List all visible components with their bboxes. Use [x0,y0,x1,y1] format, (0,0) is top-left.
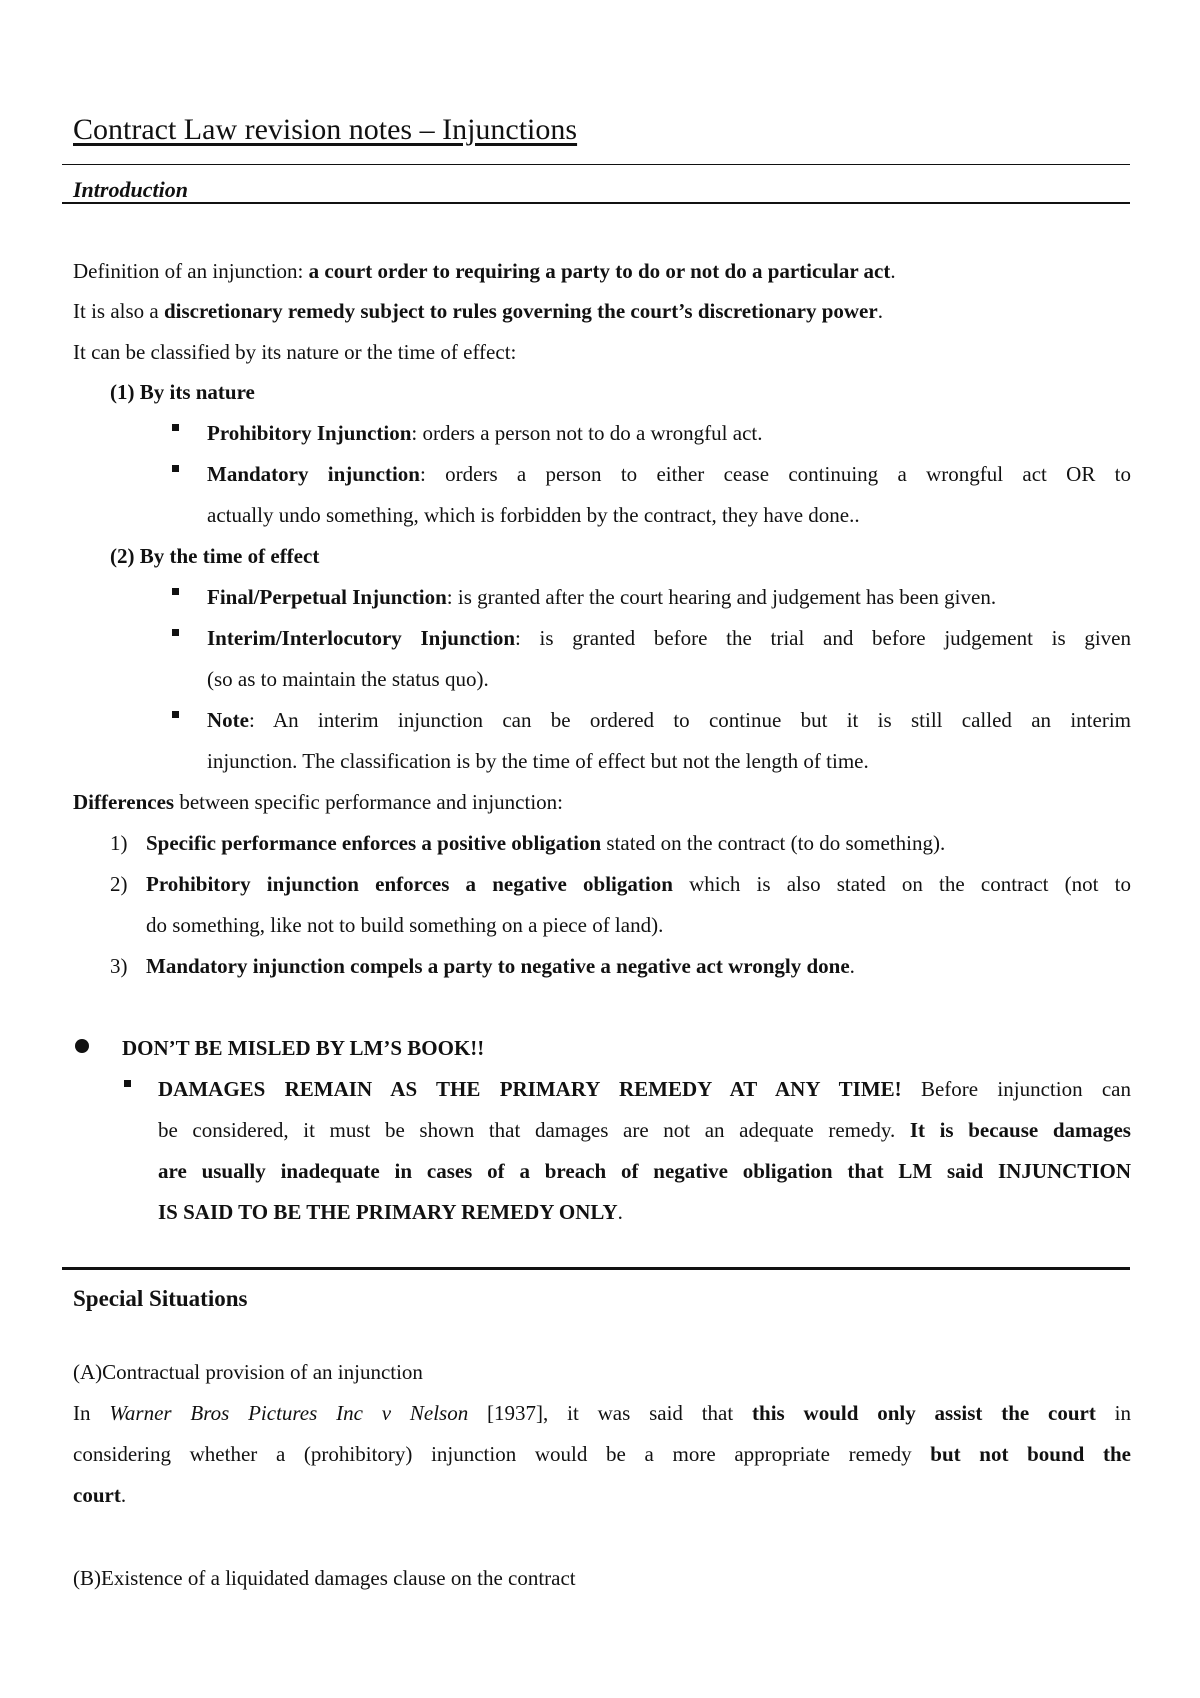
list-number: 3) [110,954,128,978]
time-item-3-text: : An interim injunction can be ordered to continue but it is still called an interim [248,708,1131,732]
nature-item-2-term: Mandatory injunction [207,462,420,486]
classified-line: It can be classified by its nature or the time of effect: [73,340,517,364]
time-item-3-continued: injunction. The classification is by the time of effect but not the length of time. [207,749,869,773]
differences-bold: Differences [73,790,175,814]
nature-item-2-continued: actually undo something, which is forbidden by the contract, they have done.. [207,503,860,527]
case-line-3-bold: court [73,1483,121,1507]
nature-item-2-text: : orders a person to either cease continuing a wrongful act OR to [420,462,1131,486]
special-item-a-text: Contractual provision of an injunction [102,1360,423,1384]
time-item-1 [207,582,996,612]
warning-line-1-bold: DAMAGES REMAIN AS THE PRIMARY REMEDY AT ANY TIME! [158,1077,902,1101]
warning-line-4 [158,1197,623,1227]
time-item-3-term: Note [207,708,249,732]
round-bullet-icon [75,1039,89,1053]
case-line-3 [73,1480,126,1510]
case-line-2-bold: but not bound the [930,1442,1131,1466]
nature-heading: (1) By its nature [110,380,255,404]
special-item-a [73,1357,423,1387]
definition-line [73,256,896,286]
definition-suffix: . [890,259,896,283]
section-divider [62,1267,1130,1270]
case-line-3-text: . [120,1483,127,1507]
case-in: In [73,1401,110,1425]
nature-item-1-term: Prohibitory Injunction [207,421,412,445]
difference-item-2-continued: do something, like not to build something on a piece of land). [146,913,664,937]
definition-bold: a court order to requiring a party to do or not do a particular act [308,259,891,283]
warning-line-1 [158,1074,1131,1104]
difference-item-2 [146,869,1131,899]
discretionary-prefix: It is also a [73,299,164,323]
difference-item-1 [146,828,945,858]
warning-line-4-text: . [617,1200,623,1224]
time-item-2-text: : is granted before the trial and before judgement is given [515,626,1131,650]
special-item-a-label: (A) [73,1360,103,1384]
square-bullet-icon [124,1080,131,1087]
differences-line [73,787,563,817]
difference-item-2-bold: Prohibitory injunction enforces a negative obligation [146,872,673,896]
time-item-1-text: : is granted after the court hearing and judgement has been given. [446,585,997,609]
special-item-b-label: (B) [73,1566,101,1590]
difference-item-3 [146,951,855,981]
case-line-2 [73,1439,1131,1469]
difference-item-1-bold: Specific performance enforces a positive obligation [146,831,602,855]
warning-line-1-text: Before injunction can [901,1077,1132,1101]
warning-line-2 [158,1115,1131,1145]
warning-line-2-bold: It is because damages [909,1118,1131,1142]
introduction-heading: Introduction [73,177,188,202]
warning-line-3-bold: are usually inadequate in cases of a breach of negative obligation that LM said INJUNCTION [158,1159,1131,1183]
nature-item-2 [207,459,1131,489]
case-bold-1: this would only assist the court [752,1401,1096,1425]
discretionary-bold: discretionary remedy subject to rules governing the court’s discretionary power [163,299,878,323]
square-bullet-icon [172,711,179,718]
square-bullet-icon [172,424,179,431]
time-heading: (2) By the time of effect [110,544,320,568]
time-item-2 [207,623,1131,653]
time-item-3 [207,705,1131,735]
case-year: [1937], it was said that [468,1401,753,1425]
case-line-1 [73,1398,1131,1428]
title-divider [62,164,1130,165]
special-situations-heading: Special Situations [73,1286,248,1311]
difference-item-1-text: stated on the contract (to do something). [601,831,946,855]
list-number: 2) [110,872,128,896]
case-end-1: in [1095,1401,1132,1425]
time-item-2-term: Interim/Interlocutory Injunction [207,626,515,650]
time-item-2-continued: (so as to maintain the status quo). [207,667,489,691]
case-name: Warner Bros Pictures Inc v Nelson [109,1401,469,1425]
difference-item-2-text: which is also stated on the contract (not to [672,872,1131,896]
square-bullet-icon [172,588,179,595]
square-bullet-icon [172,465,179,472]
page-title: Contract Law revision notes – Injunctions [73,113,578,146]
warning-line-4-bold: IS SAID TO BE THE PRIMARY REMEDY ONLY [158,1200,618,1224]
difference-item-3-text: . [849,954,855,978]
list-number: 1) [110,831,128,855]
special-item-b-text: Existence of a liquidated damages clause on the contract [101,1566,576,1590]
definition-prefix: Definition of an injunction: [73,259,309,283]
discretionary-line [73,296,883,326]
differences-text: between specific performance and injunction: [174,790,563,814]
nature-item-1 [207,418,762,448]
case-line-2-text: considering whether a (prohibitory) injunction would be a more appropriate remedy [73,1442,931,1466]
warning-line-2-text: be considered, it must be shown that damages are not an adequate remedy. [158,1118,910,1142]
introduction-underline [62,202,1130,204]
warning-heading: DON’T BE MISLED BY LM’S BOOK!! [122,1036,485,1060]
time-item-1-term: Final/Perpetual Injunction [207,585,447,609]
warning-line-3 [158,1156,1131,1186]
nature-item-1-text: : orders a person not to do a wrongful act. [411,421,763,445]
discretionary-suffix: . [877,299,883,323]
square-bullet-icon [172,629,179,636]
difference-item-3-bold: Mandatory injunction compels a party to negative a negative act wrongly done [146,954,850,978]
special-item-b [73,1563,576,1593]
